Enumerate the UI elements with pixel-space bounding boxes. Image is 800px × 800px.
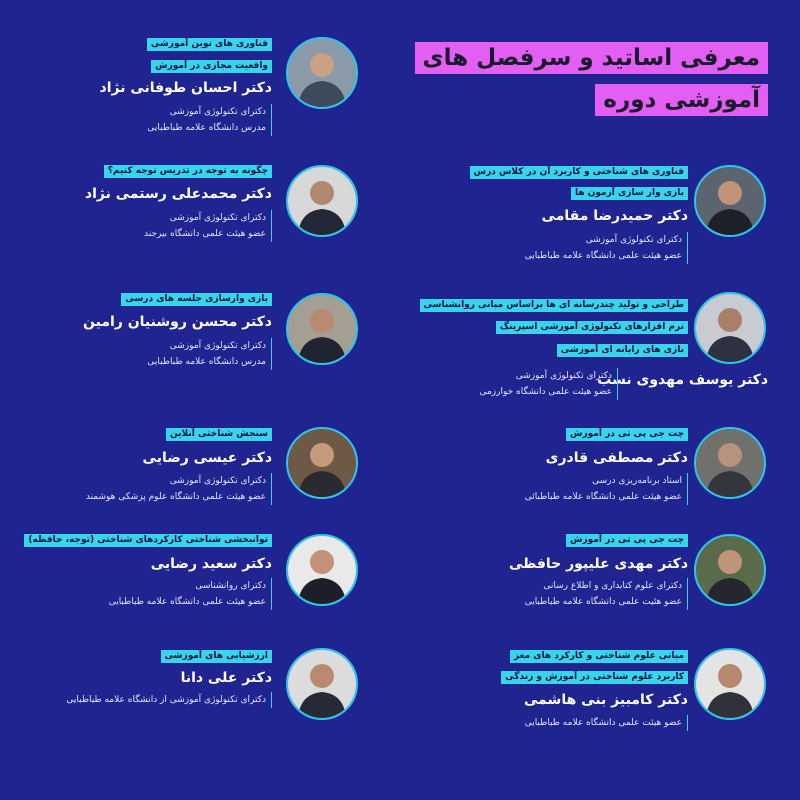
instructor-description: دکترای تکنولوژی آموزشی عضو هیئت علمی دانشگاه علوم پزشکی هوشمند (86, 473, 272, 505)
topic-tag: چت جی پی تی در آموزش (566, 534, 688, 547)
topic-tag: سنجش شناختی آنلاین (166, 428, 272, 441)
topic-tag: نرم افزارهای تکنولوژی آموزشی اسپرینگ (496, 321, 688, 334)
instructor-name: دکتر علی دانا (180, 670, 272, 686)
topic-tag: واقعیت مجازی در آموزش (151, 60, 272, 73)
instructor-photo (694, 648, 766, 720)
instructor-description: دکترای تکنولوژی آموزشی مدرس دانشگاه علامه طباطبایی (147, 338, 272, 370)
topic-tag: بازی وار سازی آزمون ها (571, 187, 688, 200)
instructor-name: دکتر مصطفی قادری (545, 450, 688, 466)
instructor-photo (694, 427, 766, 499)
instructor-photo (694, 292, 766, 364)
page-title-line-1: معرفی اساتید و سرفصل های (415, 42, 768, 74)
topic-tag: کاربرد علوم شناختی در آموزش و زندگی (501, 671, 688, 684)
instructor-description: استاد برنامه‌ریزی درسی عضو هیئت علمی دانشگاه علامه طباطبائی (525, 473, 688, 505)
instructor-description: عضو هیئت علمی دانشگاه علامه طباطبایی (525, 715, 688, 731)
instructor-description: دکترای روانشناسی عضو هیئت علمی دانشگاه علامه طباطبایی (109, 578, 272, 610)
instructor-description: دکترای تکنولوژی آموزشی عضو هیئت علمی دانشگاه خوارزمی (479, 368, 618, 400)
instructor-photo (286, 165, 358, 237)
instructor-photo (286, 293, 358, 365)
instructor-name: دکتر احسان طوفانی نژاد (99, 80, 272, 96)
topic-tag: بازی های رایانه ای آموزشی (557, 344, 688, 357)
instructor-name: دکتر عیسی رضایی (142, 450, 272, 466)
topic-tag: چگونه به توجه در تدریس توجه کنیم؟ (104, 165, 272, 178)
instructor-photo (694, 165, 766, 237)
instructor-description: دکترای تکنولوژی آموزشی از دانشگاه علامه طباطبایی (66, 692, 272, 708)
instructor-description: دکترای تکنولوژی آموزشی مدرس دانشگاه علامه طباطبایی (147, 104, 272, 136)
instructor-description: دکترای تکنولوژی آموزشی عضو هیئت علمی دانشگاه علامه طباطبایی (525, 232, 688, 264)
instructor-description: دکترای علوم کتابداری و اطلاع رسانی عضو هئیت علمی دانشگاه علامه طباطبایی (525, 578, 688, 610)
instructor-name: دکتر حمیدرضا مقامی (541, 208, 688, 224)
topic-tag: توانبخشی شناختی کارکردهای شناختی (توجه، حافظه) (24, 534, 272, 547)
instructor-name: دکتر سعید رضایی (150, 556, 272, 572)
topic-tag: بازی وارسازی جلسه های درسی (121, 293, 272, 306)
instructor-name: دکتر محسن روشنیان رامین (83, 314, 272, 330)
topic-tag: طراحی و تولید چندرسانه ای ها براساس مبانی روانشناسی (420, 299, 688, 312)
instructor-photo (286, 534, 358, 606)
instructor-name: دکتر کامبیز بنی هاشمی (524, 692, 688, 708)
topic-tag: فناوری های نوین آموزشی (147, 38, 272, 51)
instructor-photo (286, 427, 358, 499)
topic-tag: فناوری های شناختی و کاربرد آن در کلاس درس (470, 166, 688, 179)
topic-tag: چت جی پی تی در آموزش (566, 428, 688, 441)
topic-tag: مبانی علوم شناختی و کارکرد های مغز (510, 650, 688, 663)
instructor-photo (694, 534, 766, 606)
page-title-line-2: آموزشی دوره (595, 84, 768, 116)
instructor-photo (286, 37, 358, 109)
instructor-name: دکتر مهدی علیپور حافظی (508, 556, 688, 572)
instructor-photo (286, 648, 358, 720)
instructor-description: دکترای تکنولوژی آموزشی عضو هیئت علمی دانشگاه بیرجند (144, 210, 272, 242)
instructor-name: دکتر یوسف مهدوی نسب (597, 372, 768, 388)
instructor-name: دکتر محمدعلی رستمی نژاد (84, 186, 272, 202)
topic-tag: ارزشیابی های آموزشی (161, 650, 272, 663)
